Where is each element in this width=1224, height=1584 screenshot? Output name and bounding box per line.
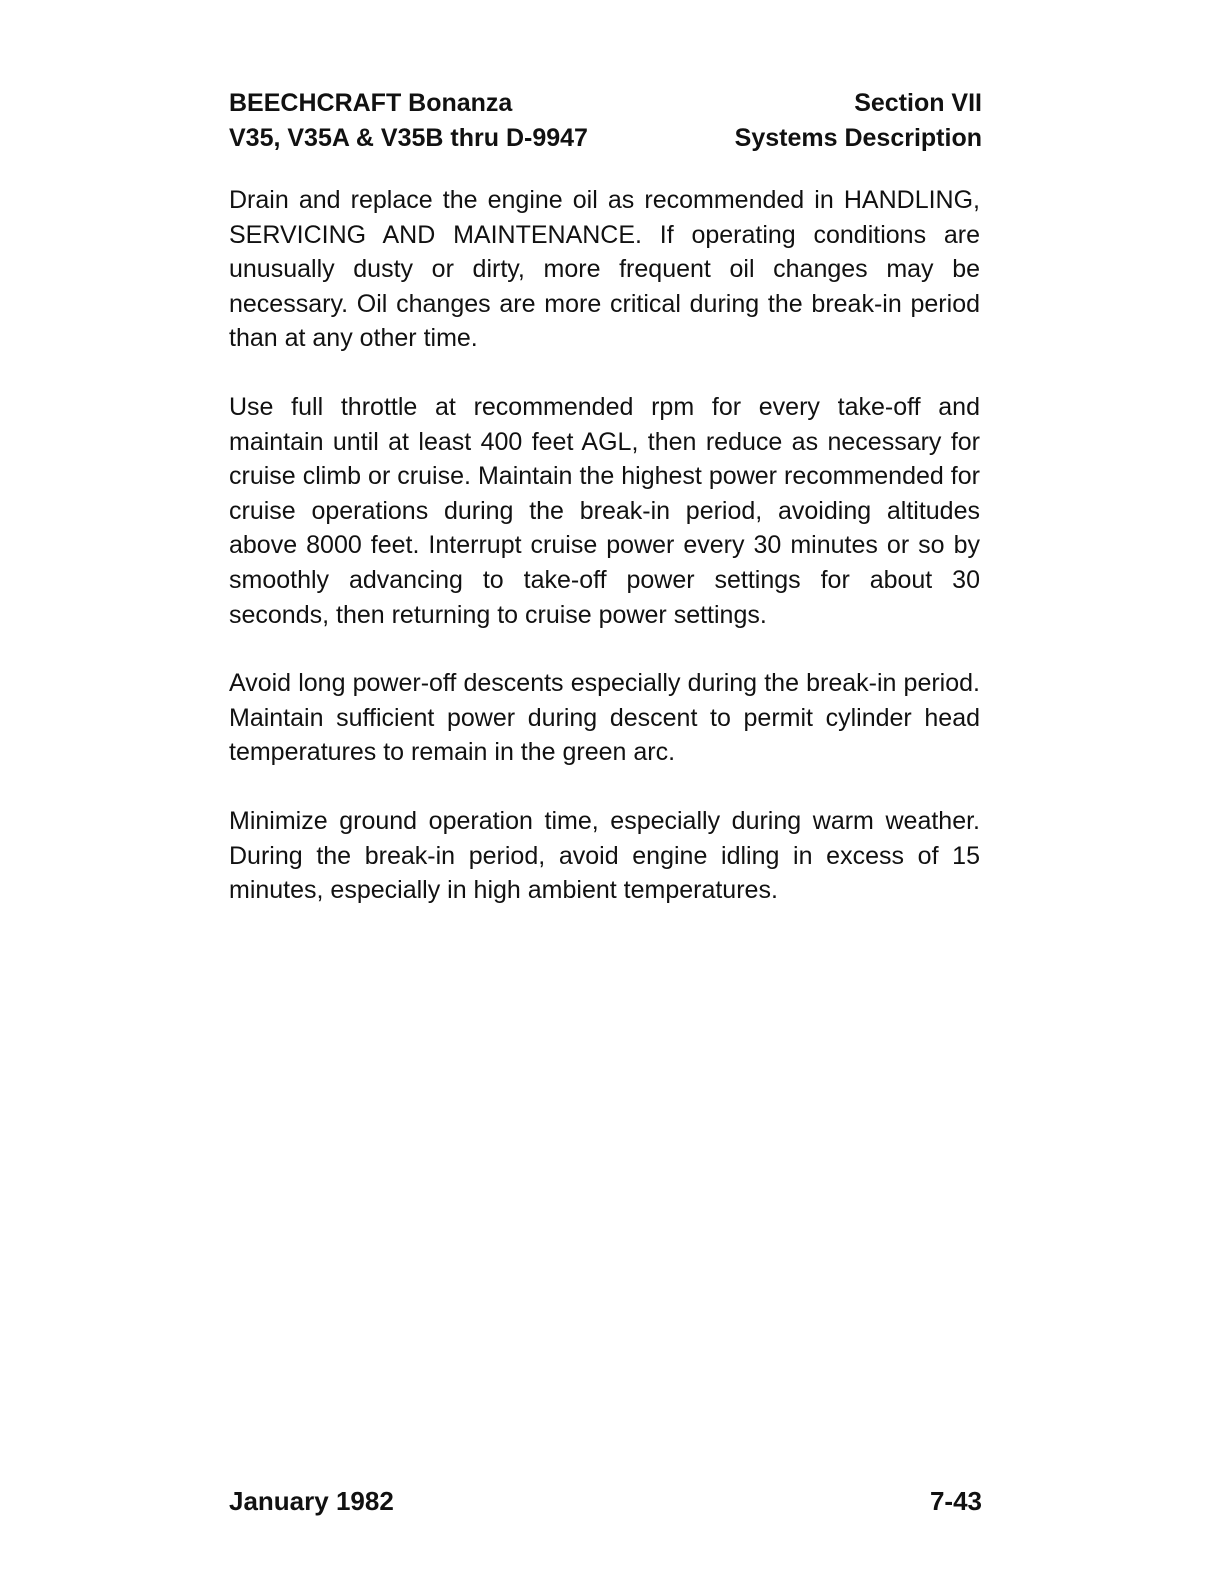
- header-title: BEECHCRAFT Bonanza: [229, 89, 513, 117]
- header-section-title: Systems Description: [734, 124, 982, 152]
- paragraph-ground-operation: Minimize ground operation time, especially during warm weather. During the break-in period, avoid engine idling in excess of 15 minutes, especially in high ambient temperatures.: [229, 806, 980, 905]
- body-text: [229, 183, 980, 942]
- page-footer: [229, 1484, 982, 1518]
- header-row-1: [229, 86, 982, 121]
- paragraph-oil-changes: Drain and replace the engine oil as recommended in HANDLING, SERVICING AND MAINTENANCE. If operating conditions are unusually dusty or dirty, more frequent oil changes may be necessary. Oil changes are more critical during the break-in period than at any other time.: [229, 186, 980, 353]
- header-models: V35, V35A & V35B thru D-9947: [229, 124, 588, 152]
- paragraph-throttle: Use full throttle at recommended rpm for every take-off and maintain until at least 400 feet AGL, then reduce as necessary for cruise climb or cruise. Maintain the highest power recommended for cruise operations during the break-in period, avoiding altitudes above 8000 feet. Interrupt cruise power every 30 minutes or so by smoothly advancing to take-off power settings for about 30 seconds, then returning to cruise power settings.: [229, 392, 980, 629]
- header-section: Section VII: [854, 89, 982, 117]
- footer-date: January 1982: [229, 1486, 394, 1516]
- page-number: 7-43: [929, 1486, 982, 1516]
- paragraph-descents: Avoid long power-off descents especially during the break-in period. Maintain sufficient power during descent to permit cylinder head temperatures to remain in the green arc.: [229, 669, 980, 767]
- page-header: [229, 86, 982, 156]
- header-row-2: [229, 121, 982, 156]
